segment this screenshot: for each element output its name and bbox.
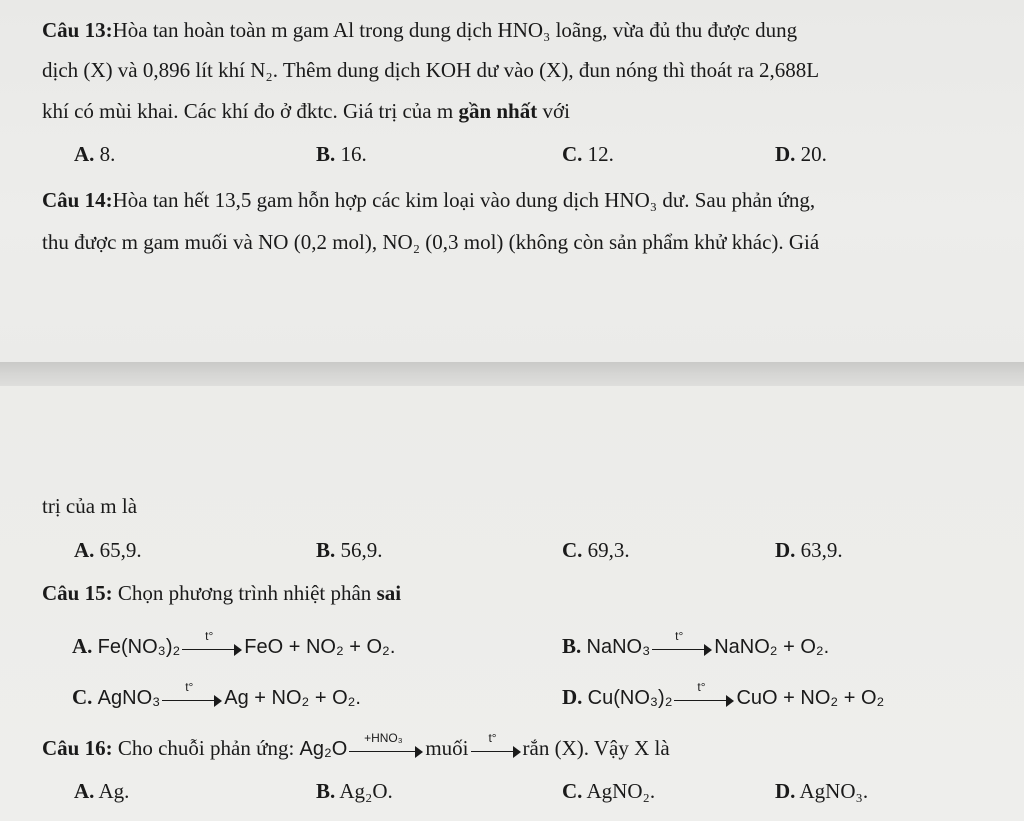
q16-option-b[interactable]: B. Ag₂O. [316,779,393,803]
q14-option-b[interactable]: B. 56,9. [316,538,383,562]
q16-option-a[interactable]: A. Ag. [74,779,130,803]
q13-option-c[interactable]: C. 12. [562,142,614,166]
reaction-arrow: t° [471,740,521,760]
q14-line2: thu được m gam muối và NO (0,2 mol), NO₂ (0,3 mol) (không còn sản phẩm khử khác). Giá [42,230,820,254]
q13-line2: dịch (X) và 0,896 lít khí N₂. Thêm dung dịch KOH dư vào (X), đun nóng thì thoát ra 2,688L [42,58,820,82]
q15-option-b[interactable]: B. NaNO₃ t° NaNO₂ + O₂. [562,629,830,658]
q13-option-b[interactable]: B. 16. [316,142,367,166]
reaction-arrow: t° [162,689,222,709]
q15-option-a[interactable]: A. Fe(NO₃)₂ t° FeO + NO₂ + O₂. [72,629,396,658]
q16-label: Câu 16: [42,736,113,760]
q14-option-d[interactable]: D. 63,9. [775,538,843,562]
q13-label: Câu 13: [42,18,113,42]
page-sheet-top [0,0,1024,362]
q13-line3: khí có mùi khai. Các khí đo ở đktc. Giá trị của m gần nhất với [42,99,570,123]
q13-option-d[interactable]: D. 20. [775,142,827,166]
reaction-arrow: t° [652,638,712,658]
q14-option-a[interactable]: A. 65,9. [74,538,142,562]
q15-option-d[interactable]: D. Cu(NO₃)₂ t° CuO + NO₂ + O₂ [562,680,885,709]
q13-option-a[interactable]: A. 8. [74,142,116,166]
q13-line1: Câu 13:Hòa tan hoàn toàn m gam Al trong dung dịch HNO₃ loãng, vừa đủ thu được dung [42,18,798,42]
q13-emphasis: gần nhất [458,99,538,123]
page-gap-shadow [0,362,1024,386]
q15-prompt: Câu 15: Chọn phương trình nhiệt phân sai [42,581,402,605]
reaction-arrow: +HNO₃ [349,740,423,760]
reaction-arrow: t° [182,638,242,658]
q16-prompt: Câu 16: Cho chuỗi phản ứng: Ag₂O +HNO₃ muối t° rắn (X). Vậy X là [42,731,670,760]
reaction-arrow: t° [674,689,734,709]
q14-line1: Câu 14:Hòa tan hết 13,5 gam hỗn hợp các kim loại vào dung dịch HNO₃ dư. Sau phản ứng, [42,188,816,212]
q14-line3: trị của m là [42,494,138,518]
q14-label: Câu 14: [42,188,113,212]
q16-option-d[interactable]: D. AgNO₃. [775,779,869,803]
q15-emphasis: sai [376,581,402,605]
q15-label: Câu 15: [42,581,113,605]
q15-option-c[interactable]: C. AgNO₃ t° Ag + NO₂ + O₂. [72,680,361,709]
q16-option-c[interactable]: C. AgNO₂. [562,779,656,803]
q14-option-c[interactable]: C. 69,3. [562,538,630,562]
